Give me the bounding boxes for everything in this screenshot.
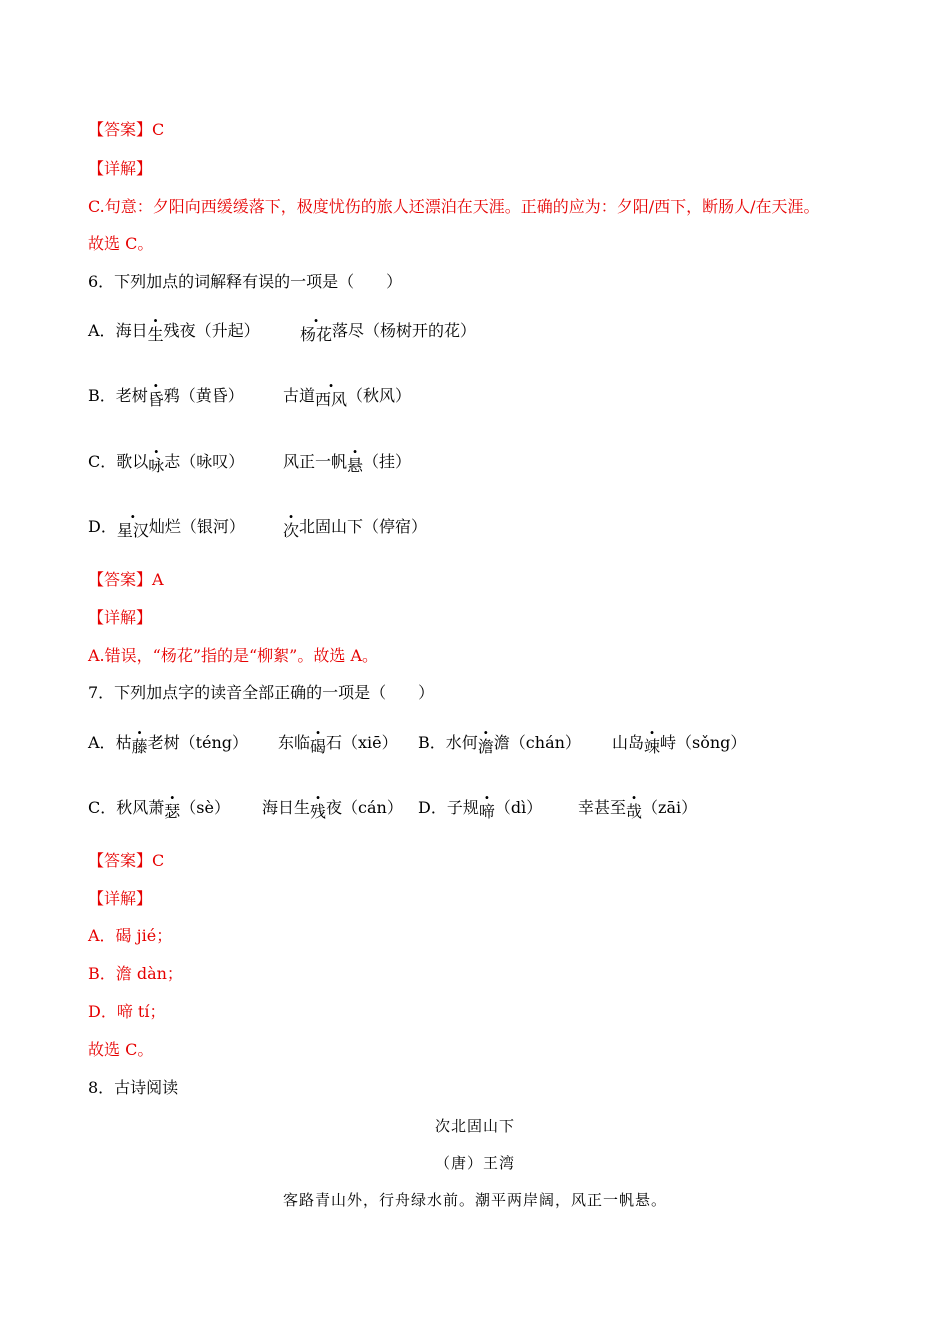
option-label: B．: [418, 733, 446, 752]
option-text: （zāi）: [642, 798, 698, 817]
dotted-word: 昏: [147, 390, 164, 409]
option-text: （sè）: [180, 798, 230, 817]
option-text: 水何: [445, 733, 478, 752]
q6-answer: [88, 569, 164, 591]
option-text: 鸦（黄昏）: [163, 386, 244, 405]
option-text: 风正一帆: [283, 452, 348, 471]
option-text: 海日生: [262, 798, 311, 817]
option-text: 石（xiē）: [326, 733, 398, 752]
option-text: 山岛: [612, 733, 645, 752]
q7-option-c-2: [262, 797, 403, 819]
q6-option-c: [88, 451, 244, 473]
q5-answer: [88, 119, 164, 141]
q7-option-d-1: [418, 797, 542, 819]
dotted-char: 残: [310, 802, 327, 821]
option-text: 志（咏叹）: [164, 452, 245, 471]
poem-line: 客路青山外，行舟绿水前。潮平两岸阔，风正一帆悬。: [282, 1191, 667, 1209]
option-text: 峙（sǒng）: [660, 733, 747, 752]
q7-option-a-2: [278, 732, 398, 754]
option-text: 老树（téng）: [147, 733, 249, 752]
q8-stem: 8．古诗阅读: [88, 1078, 179, 1097]
answer-label: 【答案】: [88, 120, 153, 139]
option-text: 灿烂（银河）: [148, 517, 245, 536]
q6-option-a-second: [300, 320, 476, 342]
answer-value: C: [152, 120, 165, 139]
option-label: C．: [88, 798, 117, 817]
option-text: 歌以: [116, 452, 149, 471]
option-label: A．: [88, 321, 116, 340]
dotted-char: 藤: [131, 737, 148, 756]
q7-option-c-1: [88, 797, 230, 819]
dotted-word: 生: [147, 325, 164, 344]
q7-detail-label: 【详解】: [88, 889, 153, 908]
q5-conclusion: 故选 C。: [88, 234, 154, 253]
answer-value: C: [152, 851, 165, 870]
dotted-word: 杨花: [300, 325, 333, 344]
q6-detail-text: A.错误，“杨花”指的是“柳絮”。故选 A。: [88, 646, 379, 665]
dotted-char: 澹: [477, 737, 494, 756]
dotted-char: 碣: [310, 737, 327, 756]
q7-option-a-1: [88, 732, 248, 754]
option-text: 北固山下（停宿）: [299, 517, 428, 536]
option-text: （dì）: [494, 798, 543, 817]
option-text: 子规: [446, 798, 479, 817]
option-text: 落尽（杨树开的花）: [332, 321, 477, 340]
poem-author: （唐）王湾: [434, 1154, 515, 1172]
q7-detail-d: D．啼 tí；: [88, 1002, 166, 1021]
dotted-word: 悬: [347, 456, 364, 475]
option-label: C．: [88, 452, 117, 471]
option-label: D．: [418, 798, 447, 817]
option-text: 幸甚至: [578, 798, 627, 817]
q7-stem: 7．下列加点字的读音全部正确的一项是（ ）: [88, 683, 435, 702]
q7-option-d-2: [578, 797, 697, 819]
dotted-word: 咏: [148, 456, 165, 475]
option-text: （秋风）: [347, 386, 412, 405]
answer-label: 【答案】: [88, 570, 153, 589]
option-text: 残夜（升起）: [163, 321, 260, 340]
q7-conclusion: 故选 C。: [88, 1040, 154, 1059]
q6-option-d: [88, 516, 245, 538]
option-text: 枯: [115, 733, 132, 752]
q6-detail-label: 【详解】: [88, 608, 153, 627]
option-text: 东临: [278, 733, 311, 752]
option-text: （挂）: [363, 452, 412, 471]
dotted-char: 啼: [478, 802, 495, 821]
answer-label: 【答案】: [88, 851, 153, 870]
option-label: B．: [88, 386, 116, 405]
option-text: 澹（chán）: [493, 733, 581, 752]
option-label: A．: [88, 733, 116, 752]
q7-option-b-2: [612, 732, 746, 754]
poem-title: 次北固山下: [434, 1117, 515, 1135]
q5-detail-text: C.句意：夕阳向西缓缓落下，极度忧伤的旅人还漂泊在天涯。正确的应为：夕阳/西下，断肠人/在天涯。: [88, 197, 820, 216]
option-text: 夜（cán）: [326, 798, 403, 817]
answer-value: A: [152, 570, 164, 589]
q7-answer: [88, 850, 164, 872]
option-text: 秋风萧: [116, 798, 165, 817]
dotted-word: 西风: [315, 390, 348, 409]
dotted-word: 星汉: [116, 521, 149, 540]
dotted-word: 次: [283, 521, 300, 540]
q6-option-b-second: [283, 385, 411, 407]
dotted-char: 哉: [626, 802, 643, 821]
dotted-char: 瑟: [164, 802, 181, 821]
q7-option-b-1: [418, 732, 581, 754]
option-label: D．: [88, 517, 117, 536]
option-text: 老树: [115, 386, 148, 405]
q6-stem: 6．下列加点的词解释有误的一项是（ ）: [88, 272, 403, 291]
q7-detail-a: A．碣 jié；: [88, 926, 173, 945]
q6-option-b: [88, 385, 244, 407]
q6-option-c-second: [283, 451, 411, 473]
option-text: 海日: [115, 321, 148, 340]
q5-detail-label: 【详解】: [88, 159, 153, 178]
dotted-char: 竦: [644, 737, 661, 756]
q7-detail-b: B．澹 dàn；: [88, 964, 183, 983]
q6-option-a: [88, 320, 260, 342]
option-text: 古道: [283, 386, 316, 405]
q6-option-d-second: [283, 516, 427, 538]
